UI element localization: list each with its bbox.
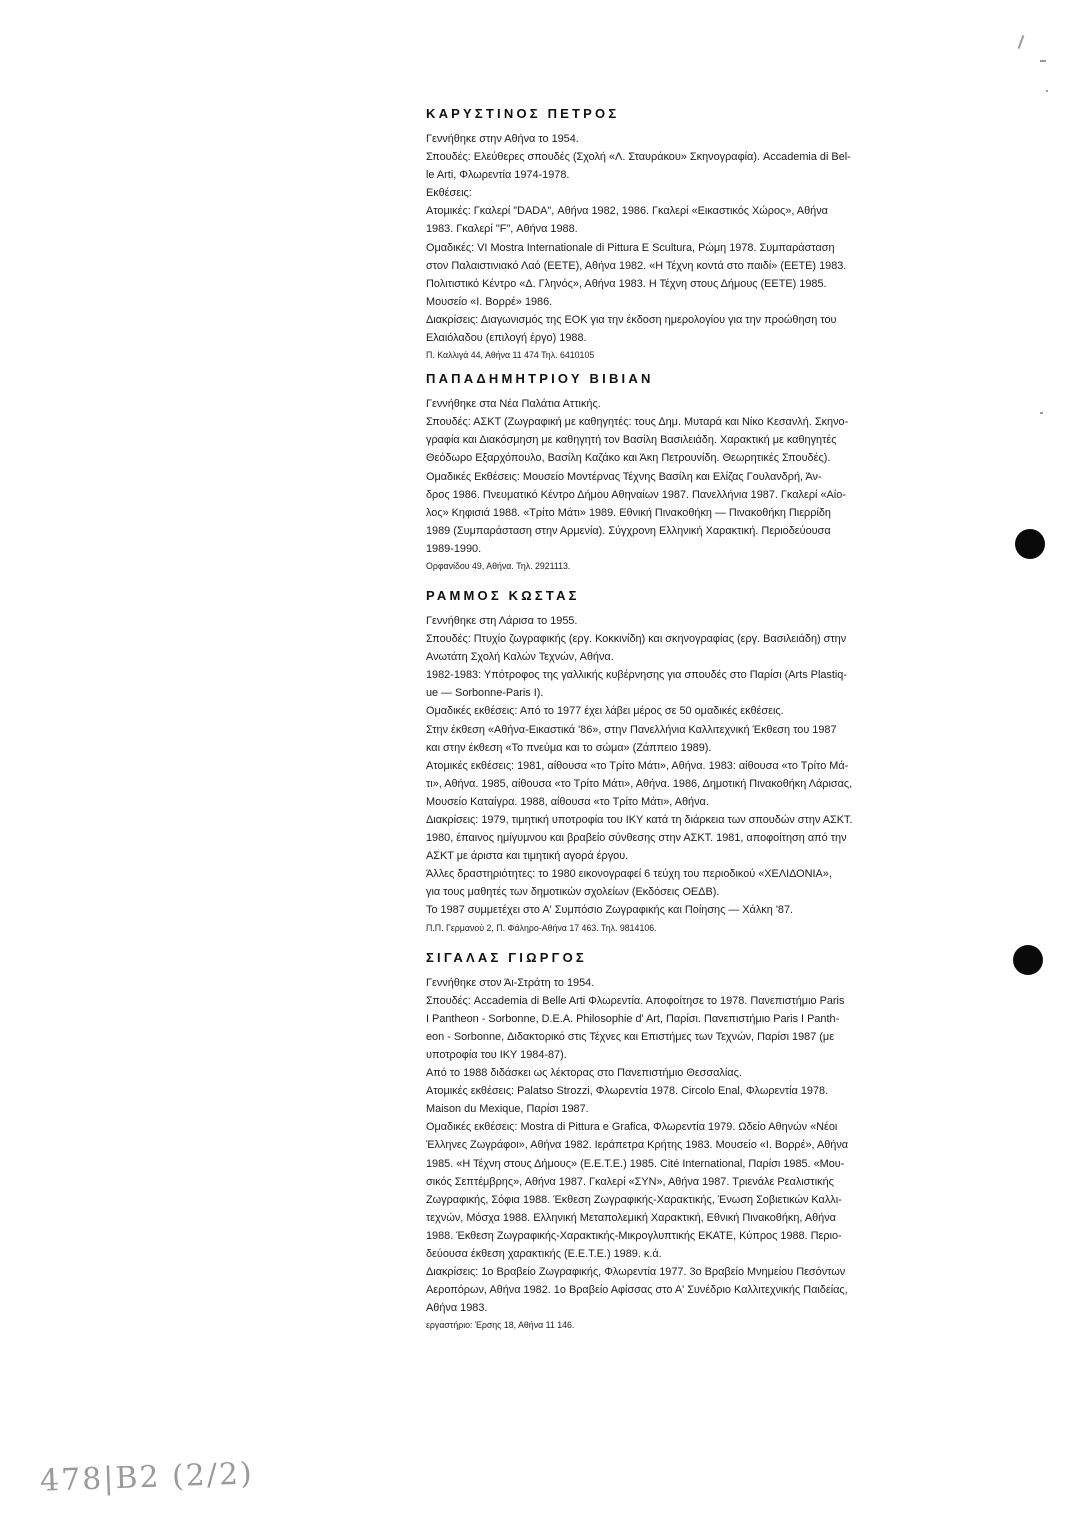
bio-line: Ομαδικές εκθέσεις: Mostra di Pittura e Grafica, Φλωρεντία 1979. Ωδείο Αθηνών «Νέοι xyxy=(426,1121,838,1134)
bio-line: 1982-1983: Υπότροφος της γαλλικής κυβέρνησης για σπουδές στο Παρίσι (Arts Plastiq- xyxy=(426,669,847,682)
bio-line: Ελαιόλαδου (επιλογή έργο) 1988. xyxy=(426,332,587,345)
bio-line: 1988. Έκθεση Ζωγραφικής-Χαρακτικής-Μικρογλυπτικής ΕΚΑΤΕ, Κύπρος 1988. Περιο- xyxy=(426,1229,842,1242)
artist-address: εργαστήριο: Έρσης 18, Αθήνα 11 146. xyxy=(426,1320,575,1331)
bio-line: Διακρίσεις: Διαγωνισμός της ΕΟΚ για την έκδοση ημερολογίου για την προώθηση του xyxy=(426,313,837,326)
bio-line: Σπουδές: Πτυχίο ζωγραφικής (εργ. Κοκκινίδη) και σκηνογραφίας (εργ. Βασιλειάδη) στην xyxy=(426,633,847,646)
bio-line: Αεροπόρων, Αθήνα 1982. 1ο Βραβείο Αφίσσας στο Α' Συνέδριο Καλλιτεχνικής Παιδείας, xyxy=(426,1284,848,1297)
bio-line: τι», Αθήνα. 1985, αίθουσα «το Τρίτο Μάτι», Αθήνα. 1986, Δημοτική Πινακοθήκη Λάρισας, xyxy=(426,777,853,790)
scan-speck xyxy=(1018,35,1025,49)
bio-line: Διακρίσεις: 1979, τιμητική υποτροφία του ΙΚΥ κατά τη διάρκεια των σπουδών στην ΑΣΚΤ. xyxy=(426,814,853,826)
bio-line: Πολιτιστικό Κέντρο «Δ. Γληνός», Αθήνα 1983. Η Τέχνη στους Δήμους (ΕΕΤΕ) 1985. xyxy=(426,277,827,290)
bio-line: γραφία και Διακόσμηση με καθηγητή τον Βασίλη Βασιλειάδη. Χαρακτική με καθηγητές xyxy=(426,434,837,447)
bio-line: eon - Sorbonne, Διδακτορικό στις Τέχνες και Επιστήμες των Τεχνών, Παρίσι 1987 (με xyxy=(426,1030,835,1043)
bio-line: 1985. «Η Τέχνη στους Δήμους» (Ε.Ε.Τ.Ε.) 1985. Cité International, Παρίσι 1985. «Μου- xyxy=(426,1157,845,1170)
bio-line: Ατομικές εκθέσεις: 1981, αίθουσα «το Τρίτο Μάτι», Αθήνα. 1983: αίθουσα «το Τρίτο Μά- xyxy=(426,759,849,772)
bio-line: Σπουδές: Accademia di Belle Arti Φλωρεντία. Αποφοίτησε το 1978. Πανεπιστήμιο Paris xyxy=(426,994,845,1007)
bio-line: δεύουσα έκθεση χαρακτικής (Ε.Ε.Τ.Ε.) 1989. κ.ά. xyxy=(426,1247,662,1260)
scan-speck xyxy=(1040,412,1043,414)
bio-line: Θεόδωρο Εξαρχόπουλο, Βασίλη Καζάκο και Άκη Πετρουνίδη. Θεωρητικές Σπουδές). xyxy=(426,452,831,465)
bio-line: I Pantheon - Sorbonne, D.E.A. Philosophie d' Art, Παρίσι. Πανεπιστήμιο Paris I Panth- xyxy=(426,1012,840,1025)
artist-address: Π.Π. Γερμανού 2, Π. Φάληρο-Αθήνα 17 463. Τηλ. 9814106. xyxy=(426,922,657,933)
bio-line: Γεννήθηκε στον Άι-Στράτη το 1954. xyxy=(426,976,595,989)
bio-line: Γεννήθηκε στην Αθήνα το 1954. xyxy=(426,133,579,145)
bio-line: τεχνών, Μόσχα 1988. Ελληνική Μεταπολεμική Χαρακτική, Εθνική Πινακοθήκη, Αθήνα xyxy=(426,1211,836,1224)
bio-line: Ατομικές εκθέσεις: Palatso Strozzi, Φλωρεντία 1978. Circolo Enal, Φλωρεντία 1978. xyxy=(426,1085,829,1098)
artist-name-heading: ΠΑΠΑΔΗΜΗΤΡΙΟΥ ΒΙΒΙΑΝ xyxy=(426,371,654,387)
bio-line: Ατομικές: Γκαλερί "DADA", Αθήνα 1982, 1986. Γκαλερί «Εικαστικός Χώρος», Αθήνα xyxy=(426,205,828,218)
bio-line: Αθήνα 1983. xyxy=(426,1302,488,1315)
handwritten-archive-note: 478|B2 (2/2) xyxy=(39,1456,255,1499)
scan-speck xyxy=(1040,60,1046,62)
bio-line: 1989-1990. xyxy=(426,542,482,555)
artist-entry-sigalas xyxy=(426,950,971,1334)
bio-line: Γεννήθηκε στη Λάρισα το 1955. xyxy=(426,614,578,627)
bio-line: Γεννήθηκε στα Νέα Παλάτια Αττικής. xyxy=(426,398,601,411)
bio-line: Μουσείο Καταίγρα. 1988, αίθουσα «το Τρίτο Μάτι», Αθήνα. xyxy=(426,795,709,808)
bio-line: στον Παλαιστινιακό Λαό (ΕΕΤΕ), Αθήνα 1982. «Η Τέχνη κοντά στο παιδί» (ΕΕΤΕ) 1983. xyxy=(426,259,847,272)
artist-entry-karystinos xyxy=(426,106,971,363)
bio-line: Ομαδικές Εκθέσεις: Μουσείο Μοντέρνας Τέχνης Βασίλη και Ελίζας Γουλανδρή, Άν- xyxy=(426,470,822,483)
bio-line: ΑΣΚΤ με άριστα και τιμητική αγορά έργου. xyxy=(426,850,629,863)
punch-hole xyxy=(1013,945,1043,975)
bio-line: δρος 1986. Πνευματικό Κέντρο Δήμου Αθηναίων 1987. Πανελλήνια 1987. Γκαλερί «Αίο- xyxy=(426,488,846,501)
bio-line: le Arti, Φλωρεντία 1974-1978. xyxy=(426,169,570,182)
artist-name-heading: ΣΙΓΑΛΑΣ ΓΙΩΡΓΟΣ xyxy=(426,949,587,965)
bio-line: Σπουδές: Ελεύθερες σπουδές (Σχολή «Λ. Σταυράκου» Σκηνογραφία). Accademia di Bel- xyxy=(426,151,851,164)
bio-line: υποτροφία του ΙΚΥ 1984-87). xyxy=(426,1048,567,1061)
bio-line: Ζωγραφικής, Σόφια 1988. Έκθεση Ζωγραφικής-Χαρακτικής, Ένωση Σοβιετικών Καλλι- xyxy=(426,1193,842,1206)
bio-line: Το 1987 συμμετέχει στο Α' Συμπόσιο Ζωγραφικής και Ποίησης — Χάλκη '87. xyxy=(426,904,794,917)
bio-line: Σπουδές: ΑΣΚΤ (Ζωγραφική με καθηγητές: τους Δημ. Μυταρά και Νίκο Κεσανλή. Σκηνο- xyxy=(426,416,849,429)
bio-line: Ομαδικές: VI Mostra Internationale di Pittura E Scultura, Ρώμη 1978. Συμπαράσταση xyxy=(426,241,835,254)
bio-line: και στην έκθεση «Το πνεύμα και το σώμα» (Ζάππειο 1989). xyxy=(426,741,712,754)
bio-line: Στην έκθεση «Αθήνα-Εικαστικά '86», στην Πανελλήνια Καλλιτεχνική Έκθεση του 1987 xyxy=(426,723,837,736)
bio-line: Ομαδικές εκθέσεις: Από το 1977 έχει λάβει μέρος σε 50 ομαδικές εκθέσεις. xyxy=(426,705,784,718)
bio-line: Μουσείο «Ι. Βορρέ» 1986. xyxy=(426,295,553,308)
bio-line: Ανωτάτη Σχολή Καλών Τεχνών, Αθήνα. xyxy=(426,651,614,664)
bio-line: 1989 (Συμπαράσταση στην Αρμενία). Σύγχρονη Ελληνική Χαρακτική. Περιοδεύουσα xyxy=(426,524,831,537)
bio-line: Εκθέσεις: xyxy=(426,187,472,200)
artist-entry-papadimitriou xyxy=(426,371,971,574)
document-content xyxy=(426,106,971,1333)
bio-line: Άλλες δραστηριότητες: το 1980 εικονογραφεί 6 τεύχη του περιοδικού «ΧΕΛΙΔΟΝΙΑ», xyxy=(426,868,832,881)
artist-entry-rammos xyxy=(426,588,971,936)
artist-address: Π. Καλλιγά 44, Αθήνα 11 474 Τηλ. 6410105 xyxy=(426,350,595,361)
bio-line: σικός Σεπτέμβρης», Αθήνα 1987. Γκαλερί «ΣΥΝ», Αθήνα 1987. Τριενάλε Ρεαλιστικής xyxy=(426,1175,834,1188)
bio-line: Έλληνες Ζωγράφοι», Αθήνα 1982. Ιεράπετρα Κρήτης 1983. Μουσείο «Ι. Βορρέ», Αθήνα xyxy=(426,1139,849,1152)
bio-line: λος» Κηφισιά 1988. «Τρίτο Μάτι» 1989. Εθνική Πινακοθήκη — Πινακοθήκη Πιερρίδη xyxy=(426,506,831,519)
bio-line: 1980, έπαινος ημίγυμνου και βραβείο σύνθεσης στην ΑΣΚΤ. 1981, αποφοίτηση από την xyxy=(426,832,847,845)
bio-line: Maison du Mexique, Παρίσι 1987. xyxy=(426,1103,589,1116)
artist-name-heading: ΡΑΜΜΟΣ ΚΩΣΤΑΣ xyxy=(426,587,580,603)
bio-line: ue — Sorbonne-Paris I). xyxy=(426,687,544,700)
bio-line: για τους μαθητές των δημοτικών σχολείων (Εκδόσεις ΟΕΔΒ). xyxy=(426,886,720,899)
artist-name-heading: ΚΑΡΥΣΤΙΝΟΣ ΠΕΤΡΟΣ xyxy=(426,106,620,121)
bio-line: Διακρίσεις: 1ο Βραβείο Ζωγραφικής, Φλωρεντία 1977. 3ο Βραβείο Μνημείου Πεσόντων xyxy=(426,1266,846,1279)
punch-hole xyxy=(1015,529,1045,559)
scan-speck xyxy=(1046,90,1048,92)
artist-address: Ορφανίδου 49, Αθήνα. Τηλ. 2921113. xyxy=(426,560,571,571)
bio-line: 1983. Γκαλερί "F", Αθήνα 1988. xyxy=(426,223,578,236)
bio-line: Από το 1988 διδάσκει ως λέκτορας στο Πανεπιστήμιο Θεσσαλίας. xyxy=(426,1067,742,1080)
